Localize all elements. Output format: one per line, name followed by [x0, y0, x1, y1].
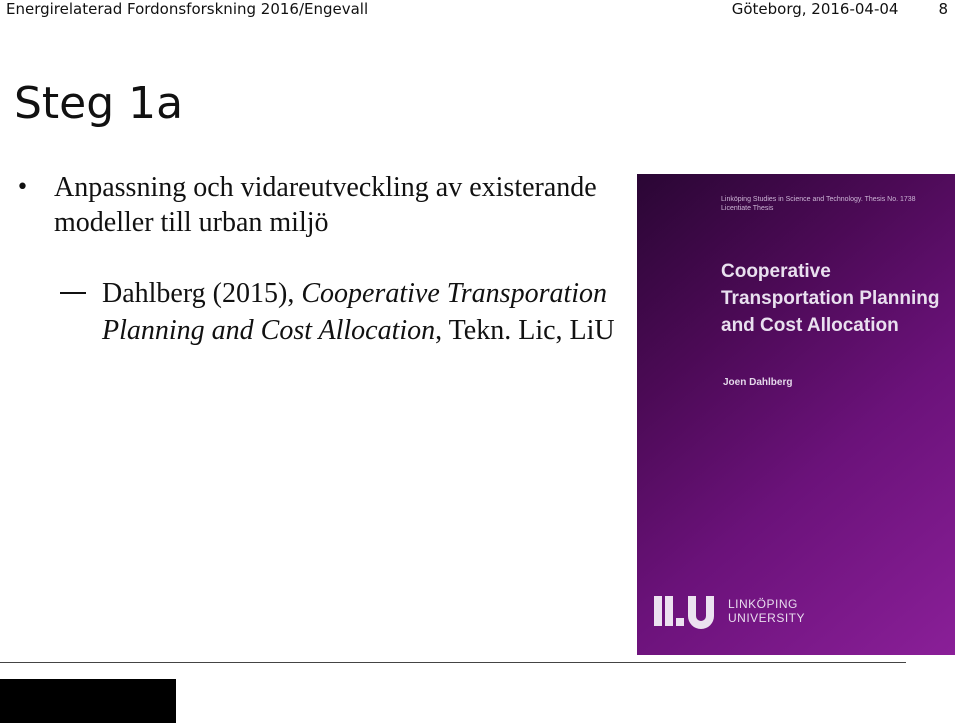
- university-name-line2: UNIVERSITY: [728, 611, 806, 625]
- footer-black-block: [0, 679, 176, 723]
- liu-logo-icon: [652, 592, 722, 630]
- dash-icon: [60, 292, 86, 294]
- header-date: Göteborg, 2016-04-04: [731, 0, 899, 18]
- sub-bullet-text: [102, 275, 620, 349]
- footer-divider: [0, 662, 906, 663]
- header-left-text: Energirelaterad Fordonsforskning 2016/Engevall: [6, 0, 369, 18]
- header-right: [732, 0, 948, 18]
- page-number: 8: [938, 0, 948, 18]
- bullet-dot-icon: •: [16, 175, 29, 200]
- citation-title: Cooperative Transporation Planning and Cost Allocation: [102, 278, 608, 346]
- bullet-text: Anpassning och vidareutveckling av existerande modeller till urban miljö: [54, 172, 597, 238]
- university-name: [728, 597, 805, 625]
- cover-title: Cooperative Transportation Planning and Cost Allocation: [721, 261, 940, 336]
- bullet-item: [14, 170, 634, 240]
- cover-series-text: Linköping Studies in Science and Technology. Thesis No. 1738 Licentiate Thesis: [721, 196, 916, 212]
- cover-author: Joen Dahlberg: [723, 377, 793, 388]
- thesis-cover-image: [637, 174, 955, 655]
- university-name-line1: LINKÖPING: [728, 597, 798, 611]
- sub-bullet-item: [60, 275, 620, 349]
- citation-source: , Tekn. Lic, LiU: [435, 315, 615, 346]
- slide-title: Steg 1a: [14, 78, 184, 129]
- citation-author: Dahlberg (2015),: [102, 278, 302, 309]
